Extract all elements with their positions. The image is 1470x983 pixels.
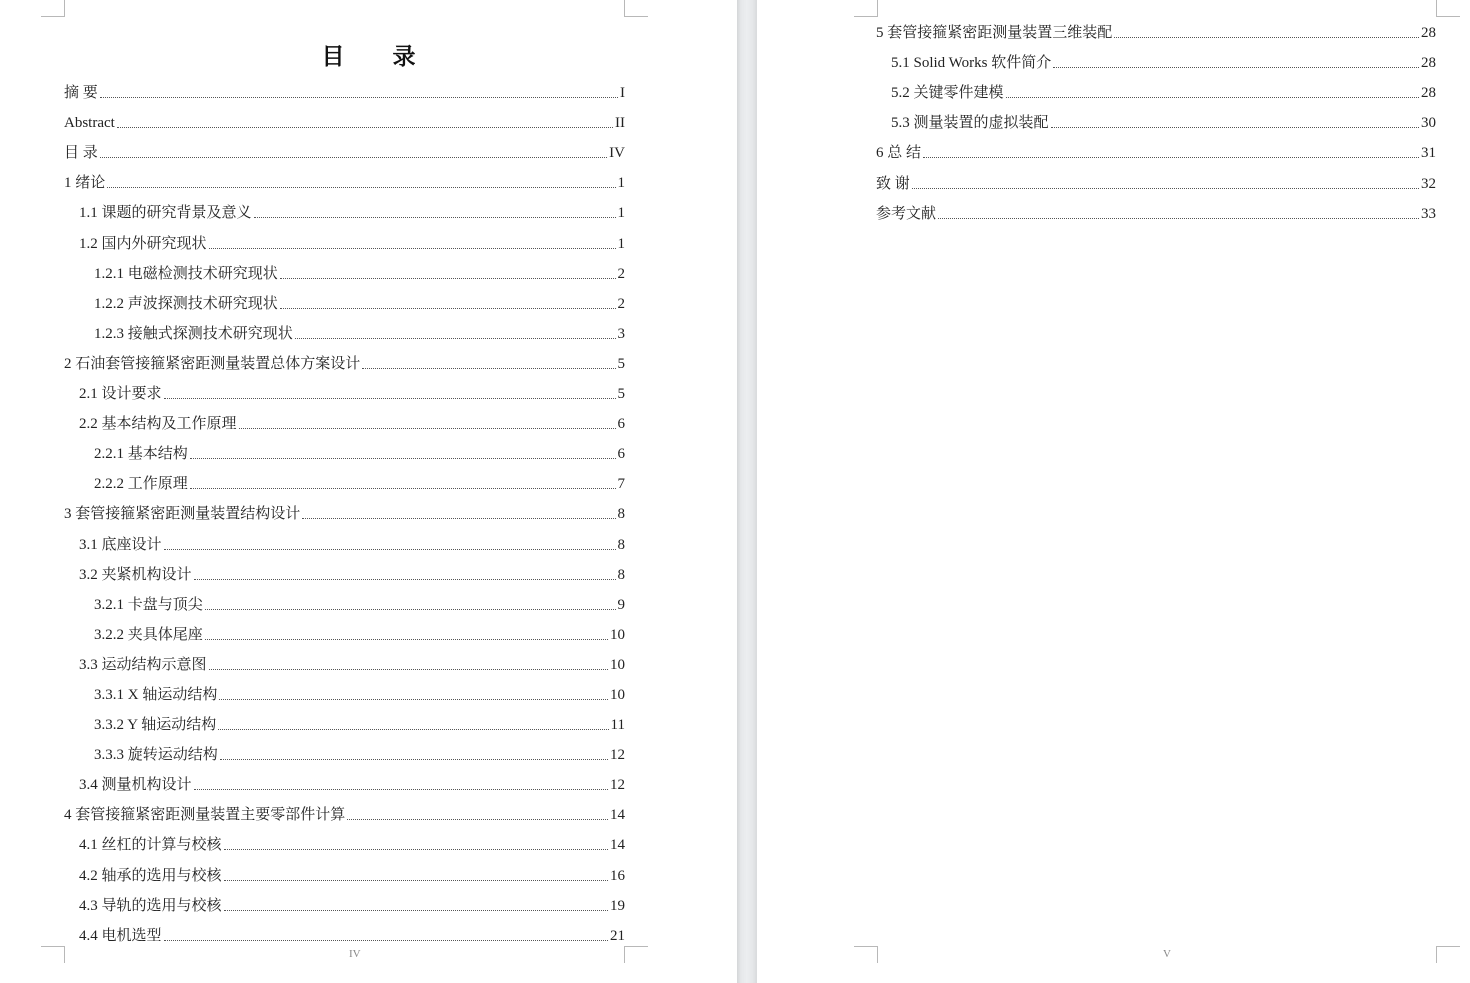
toc-entry-page: 2 — [617, 295, 625, 312]
toc-entry-page: 6 — [617, 446, 625, 463]
crop-mark-top-right — [1436, 0, 1460, 17]
toc-entry[interactable] — [64, 764, 625, 794]
toc-entry-label: 2.2 基本结构及工作原理 — [79, 416, 237, 433]
toc-entry[interactable] — [64, 854, 625, 884]
toc-entry-page: 16 — [610, 867, 625, 884]
dot-leader — [219, 699, 608, 700]
dot-leader — [220, 759, 608, 760]
page-number: IV — [349, 948, 361, 960]
crop-mark-bottom-right — [1436, 946, 1460, 963]
toc-entry-page: 2 — [617, 265, 625, 282]
dot-leader — [164, 549, 616, 550]
dot-leader — [100, 97, 618, 98]
toc-entry-label: 4 套管接箍紧密距测量装置主要零部件计算 — [64, 807, 346, 824]
toc-entry-label: 4.2 轴承的选用与校核 — [79, 867, 222, 884]
toc-entry[interactable] — [64, 704, 625, 734]
toc-entry[interactable] — [876, 42, 1436, 72]
toc-entry-label: 参考文献 — [876, 205, 937, 222]
toc-entry-label: 3.2.2 夹具体尾座 — [94, 626, 203, 643]
toc-entry-page: 9 — [617, 596, 625, 613]
toc-entry-page: II — [615, 115, 625, 132]
toc-entry-page: 28 — [1421, 25, 1436, 42]
toc-entry-page: 1 — [617, 205, 625, 222]
crop-mark-top-right — [624, 0, 648, 17]
dot-leader — [209, 248, 616, 249]
toc-entry-label: 5.1 Solid Works 软件简介 — [891, 55, 1052, 72]
toc-entry-page: 8 — [617, 536, 625, 553]
dot-leader — [1051, 127, 1419, 128]
toc-entry-page: 11 — [610, 717, 625, 734]
toc-entry-label: 1.2.2 声波探测技术研究现状 — [94, 295, 278, 312]
dot-leader — [194, 579, 616, 580]
toc-entry-label: 3.3.2 Y 轴运动结构 — [94, 717, 217, 734]
dot-leader — [218, 729, 608, 730]
toc-entry-page: 6 — [617, 416, 625, 433]
dot-leader — [280, 278, 616, 279]
toc-entry[interactable] — [64, 824, 625, 854]
crop-mark-bottom-left — [854, 946, 878, 963]
toc-entry-label: 5.2 关键零件建模 — [891, 85, 1004, 102]
toc-entry-label: 3 套管接箍紧密距测量装置结构设计 — [64, 506, 301, 523]
toc-entry-label: 3.2.1 卡盘与顶尖 — [94, 596, 203, 613]
toc-entry[interactable] — [64, 102, 625, 132]
crop-mark-bottom-left — [41, 946, 65, 963]
dot-leader — [164, 940, 608, 941]
dot-leader — [205, 609, 616, 610]
toc-entry[interactable] — [64, 222, 625, 252]
toc-entry[interactable] — [876, 162, 1436, 192]
dot-leader — [224, 880, 608, 881]
toc-list-left — [64, 72, 625, 945]
toc-entry-label: 3.3.1 X 轴运动结构 — [94, 686, 218, 703]
toc-entry-page: 30 — [1421, 115, 1436, 132]
toc-list-right — [876, 12, 1436, 223]
toc-entry-label: 3.1 底座设计 — [79, 536, 162, 553]
dot-leader — [254, 217, 616, 218]
dot-leader — [295, 338, 616, 339]
dot-leader — [190, 458, 616, 459]
toc-entry[interactable] — [876, 102, 1436, 132]
toc-entry-label: 4.4 电机选型 — [79, 927, 162, 944]
toc-entry-label: 摘 要 — [64, 85, 98, 102]
toc-entry[interactable] — [876, 132, 1436, 162]
toc-entry-label: 3.2 夹紧机构设计 — [79, 566, 192, 583]
toc-entry[interactable] — [876, 12, 1436, 42]
toc-entry[interactable] — [64, 463, 625, 493]
toc-entry[interactable] — [64, 283, 625, 313]
toc-entry-label: 1.2 国内外研究现状 — [79, 235, 207, 252]
toc-entry-page: 32 — [1421, 175, 1436, 192]
toc-entry[interactable] — [64, 343, 625, 373]
toc-entry-page: 5 — [617, 386, 625, 403]
toc-entry[interactable] — [64, 132, 625, 162]
dot-leader — [209, 669, 608, 670]
toc-entry[interactable] — [64, 493, 625, 523]
toc-entry-page: 10 — [610, 656, 625, 673]
toc-entry-page: I — [620, 85, 625, 102]
toc-entry[interactable] — [64, 644, 625, 674]
toc-entry-page: 31 — [1421, 145, 1436, 162]
toc-entry-label: 1.1 课题的研究背景及意义 — [79, 205, 252, 222]
crop-mark-bottom-right — [624, 946, 648, 963]
toc-entry-page: 7 — [617, 476, 625, 493]
toc-entry[interactable] — [876, 72, 1436, 102]
toc-entry-page: 1 — [617, 175, 625, 192]
dot-leader — [1114, 37, 1419, 38]
dot-leader — [362, 368, 615, 369]
dot-leader — [302, 518, 615, 519]
dot-leader — [280, 308, 616, 309]
toc-entry-page: 12 — [610, 777, 625, 794]
toc-entry[interactable] — [64, 403, 625, 433]
dot-leader — [190, 488, 616, 489]
toc-entry-label: 2 石油套管接箍紧密距测量装置总体方案设计 — [64, 355, 361, 372]
toc-title: 目 录 — [321, 44, 436, 70]
toc-entry-page: 33 — [1421, 205, 1436, 222]
toc-entry[interactable] — [64, 253, 625, 283]
toc-entry-page: 12 — [610, 747, 625, 764]
toc-entry-page: 19 — [610, 897, 625, 914]
toc-entry[interactable] — [64, 734, 625, 764]
dot-leader — [100, 157, 607, 158]
toc-entry[interactable] — [876, 193, 1436, 223]
dot-leader — [107, 187, 615, 188]
toc-entry-label: Abstract — [64, 115, 115, 132]
toc-entry-label: 3.3.3 旋转运动结构 — [94, 747, 218, 764]
toc-entry-page: 10 — [610, 626, 625, 643]
toc-entry-label: 4.3 导轨的选用与校核 — [79, 897, 222, 914]
toc-entry-page: 14 — [610, 837, 625, 854]
toc-entry-label: 4.1 丝杠的计算与校核 — [79, 837, 222, 854]
page-gutter — [737, 0, 757, 983]
toc-entry-label: 1 绪论 — [64, 175, 106, 192]
toc-entry-label: 3.4 测量机构设计 — [79, 777, 192, 794]
toc-entry-label: 6 总 结 — [876, 145, 922, 162]
toc-entry[interactable] — [64, 162, 625, 192]
toc-entry-page: 28 — [1421, 55, 1436, 72]
toc-entry-page: 21 — [610, 927, 625, 944]
toc-entry-page: 3 — [617, 325, 625, 342]
toc-entry-label: 2.1 设计要求 — [79, 386, 162, 403]
toc-entry[interactable] — [64, 192, 625, 222]
toc-entry-label: 1.2.1 电磁检测技术研究现状 — [94, 265, 278, 282]
dot-leader — [194, 789, 608, 790]
toc-entry-page: 8 — [617, 506, 625, 523]
toc-entry-label: 致 谢 — [876, 175, 910, 192]
toc-entry[interactable] — [64, 523, 625, 553]
toc-entry-page: 5 — [617, 355, 625, 372]
toc-entry-label: 5 套管接箍紧密距测量装置三维装配 — [876, 25, 1113, 42]
dot-leader — [239, 428, 616, 429]
toc-entry[interactable] — [64, 614, 625, 644]
toc-entry[interactable] — [64, 885, 625, 915]
toc-entry-label: 1.2.3 接触式探测技术研究现状 — [94, 325, 293, 342]
crop-mark-top-left — [41, 0, 65, 17]
toc-entry[interactable] — [64, 794, 625, 824]
toc-entry-page: 28 — [1421, 85, 1436, 102]
toc-entry[interactable] — [64, 433, 625, 463]
toc-entry[interactable] — [64, 373, 625, 403]
toc-entry-page: 10 — [610, 686, 625, 703]
dot-leader — [1006, 97, 1419, 98]
toc-entry[interactable] — [64, 584, 625, 614]
toc-entry-page: IV — [609, 145, 625, 162]
toc-entry-page: 8 — [617, 566, 625, 583]
toc-entry[interactable] — [64, 72, 625, 102]
dot-leader — [224, 849, 608, 850]
toc-entry[interactable] — [64, 554, 625, 584]
dot-leader — [164, 398, 616, 399]
dot-leader — [923, 157, 1419, 158]
dot-leader — [912, 188, 1419, 189]
dot-leader — [117, 127, 613, 128]
toc-entry-label: 2.2.2 工作原理 — [94, 476, 188, 493]
dot-leader — [205, 639, 608, 640]
toc-entry[interactable] — [64, 313, 625, 343]
crop-mark-top-left — [854, 0, 878, 17]
dot-leader — [938, 218, 1419, 219]
dot-leader — [224, 910, 608, 911]
toc-entry[interactable] — [64, 915, 625, 945]
toc-entry-page: 1 — [617, 235, 625, 252]
toc-entry-label: 5.3 测量装置的虚拟装配 — [891, 115, 1049, 132]
dot-leader — [1053, 67, 1419, 68]
page-number: V — [1163, 948, 1171, 960]
toc-entry[interactable] — [64, 674, 625, 704]
toc-entry-label: 目 录 — [64, 145, 98, 162]
dot-leader — [347, 819, 608, 820]
toc-entry-label: 2.2.1 基本结构 — [94, 446, 188, 463]
toc-entry-label: 3.3 运动结构示意图 — [79, 656, 207, 673]
toc-entry-page: 14 — [610, 807, 625, 824]
